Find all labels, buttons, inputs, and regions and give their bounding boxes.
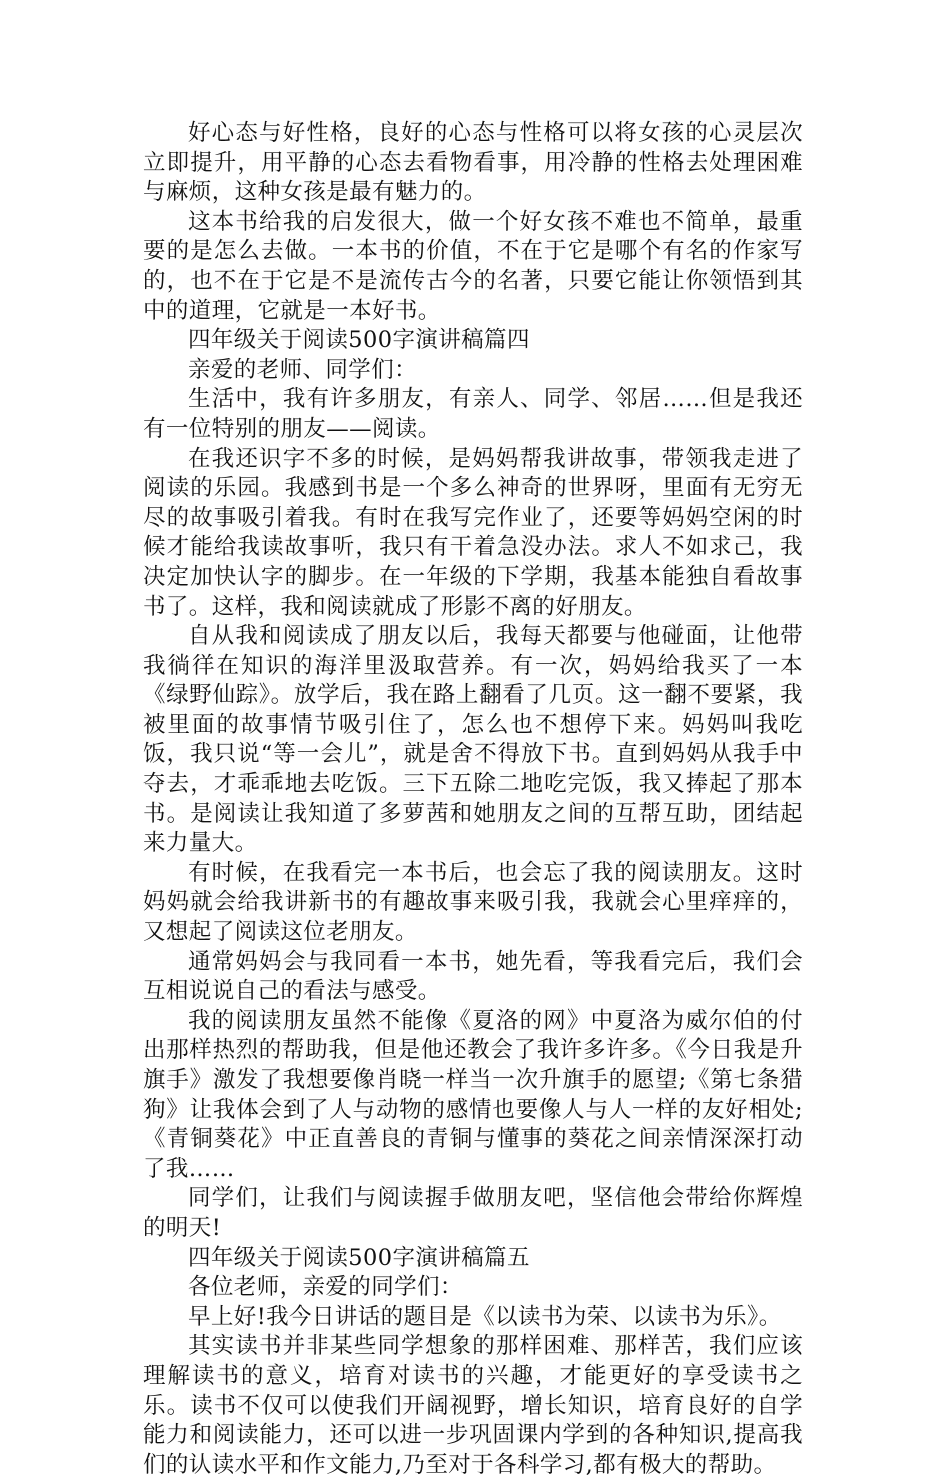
section-heading: 四年级关于阅读500字演讲稿篇五 bbox=[188, 1244, 530, 1271]
paragraph: 通常妈妈会与我同看一本书，她先看，等我看完后，我们会互相说说自己的看法与感受。 bbox=[143, 948, 803, 1005]
paragraph: 在我还识字不多的时候，是妈妈帮我讲故事，带领我走进了阅读的乐园。我感到书是一个多么神奇的世界呀，里面有无穷无尽的故事吸引着我。有时在我写完作业了，还要等妈妈空闲的时候才能给我读故事听，我只有干着急没办法。求人不如求己，我决定加快认字的脚步。在一年级的下学期，我基本能独自看故事书了。这样，我和阅读就成了形影不离的好朋友。 bbox=[143, 445, 803, 620]
paragraph: 生活中，我有许多朋友，有亲人、同学、邻居……但是我还有一位特别的朋友——阅读。 bbox=[143, 386, 803, 442]
paragraph: 早上好!我今日讲话的题目是《以读书为荣、以读书为乐》。 bbox=[188, 1303, 782, 1330]
paragraph: 同学们，让我们与阅读握手做朋友吧，坚信他会带给你辉煌的明天! bbox=[143, 1185, 803, 1241]
paragraph: 有时候，在我看完一本书后，也会忘了我的阅读朋友。这时妈妈就会给我讲新书的有趣故事来吸引我，我就会心里痒痒的，又想起了阅读这位老朋友。 bbox=[143, 859, 803, 946]
section-heading: 四年级关于阅读500字演讲稿篇四 bbox=[188, 327, 530, 354]
salutation: 亲爱的老师、同学们： bbox=[188, 356, 418, 383]
paragraph: 好心态与好性格，良好的心态与性格可以将女孩的心灵层次立即提升，用平静的心态去看物看事，用冷静的性格去处理困难与麻烦，这种女孩是最有魅力的。 bbox=[143, 120, 803, 206]
paragraph: 其实读书并非某些同学想象的那样困难、那样苦，我们应该理解读书的意义，培育对读书的兴趣，才能更好的享受读书之乐。读书不仅可以使我们开阔视野，增长知识，培育良好的自学能力和阅读能力，还可以进一步巩固课内学到的各种知识,提高我们的认读水平和作文能力,乃至对于各科学习,都有极大的帮助。 bbox=[143, 1333, 803, 1478]
paragraph: 这本书给我的启发很大，做一个好女孩不难也不简单，最重要的是怎么去做。一本书的价值，不在于它是哪个有名的作家写的，也不在于它是不是流传古今的名著，只要它能让你领悟到其中的道理，它就是一本好书。 bbox=[143, 208, 803, 324]
document-body bbox=[143, 119, 803, 1480]
salutation: 各位老师，亲爱的同学们： bbox=[188, 1274, 463, 1301]
paragraph: 自从我和阅读成了朋友以后，我每天都要与他碰面，让他带我徜徉在知识的海洋里汲取营养。有一次，妈妈给我买了一本《绿野仙踪》。放学后，我在路上翻看了几页。这一翻不要紧，我被里面的故事情节吸引住了，怎么也不想停下来。妈妈叫我吃饭，我只说“等一会儿”，就是舍不得放下书。直到妈妈从我手中夺去，才乖乖地去吃饭。三下五除二地吃完饭，我又捧起了那本书。是阅读让我知道了多萝茜和她朋友之间的互帮互助，团结起来力量大。 bbox=[143, 623, 803, 857]
paragraph: 我的阅读朋友虽然不能像《夏洛的网》中夏洛为威尔伯的付出那样热烈的帮助我，但是他还教会了我许多许多。《今日我是升旗手》激发了我想要像肖晓一样当一次升旗手的愿望;《第七条猎狗》让我体会到了人与动物的感情也要像人与人一样的友好相处;《青铜葵花》中正直善良的青铜与懂事的葵花之间亲情深深打动了我…… bbox=[143, 1007, 803, 1182]
